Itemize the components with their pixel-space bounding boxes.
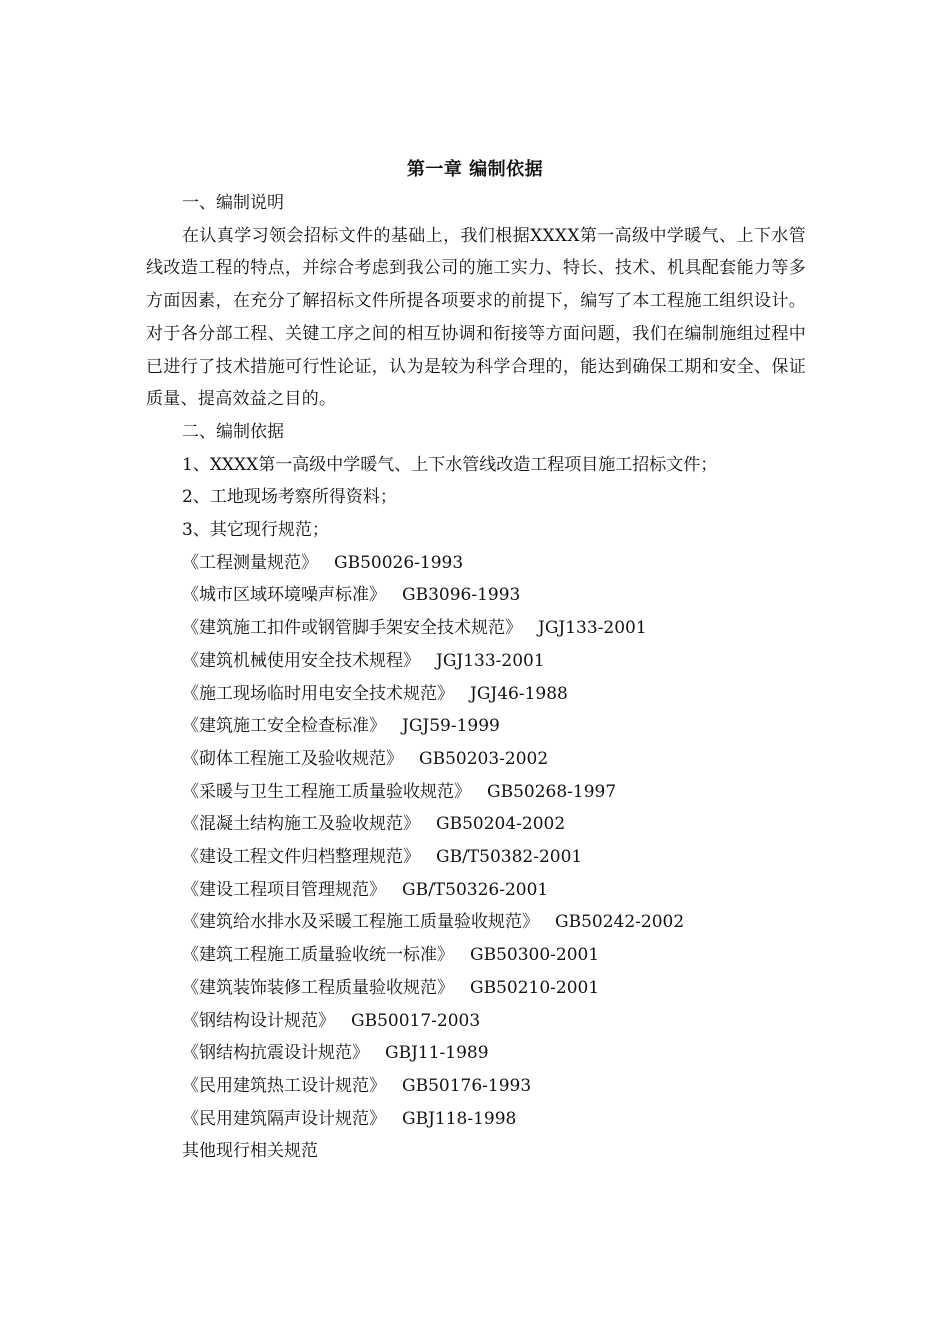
standard-item (146, 743, 806, 776)
standard-code: GB50203-2002 (419, 748, 549, 769)
standard-item (146, 710, 806, 743)
standard-name: 《建筑给水排水及采暖工程施工质量验收规范》 (182, 912, 539, 933)
standard-name: 《混凝土结构施工及验收规范》 (182, 814, 420, 835)
standard-code: GB50026-1993 (334, 552, 464, 573)
explanation-paragraph: 在认真学习领会招标文件的基础上，我们根据XXXX第一高级中学暖气、上下水管线改造工程的特点，并综合考虑到我公司的施工实力、特长、技术、机具配套能力等多方面因素，在充分了解招标文件所提各项要求的前提下，编写了本工程施工组织设计。对于各分部工程、关键工序之间的相互协调和衔接等方面问题，我们在编制施组过程中已进行了技术措施可行性论证，认为是较为科学合理的，能达到确保工期和安全、保证质量、提高效益之目的。 (146, 225, 806, 410)
standard-name: 《钢结构抗震设计规范》 (182, 1043, 369, 1064)
standard-name: 《建筑机械使用安全技术规程》 (182, 650, 420, 671)
standard-code: GB/T50326-2001 (402, 879, 549, 900)
standard-code: GB50210-2001 (470, 977, 600, 998)
standard-code: GBJ118-1998 (402, 1108, 517, 1129)
standard-name: 《砌体工程施工及验收规范》 (182, 748, 403, 769)
standard-item (146, 776, 806, 809)
basis-item: 3、其它现行规范； (182, 520, 329, 541)
standard-code: GB50268-1997 (487, 781, 617, 802)
standard-name: 《建筑施工扣件或钢管脚手架安全技术规范》 (182, 618, 522, 639)
standard-name: 《民用建筑热工设计规范》 (182, 1075, 386, 1096)
standard-item (146, 547, 806, 580)
standard-code: JGJ59-1999 (402, 716, 500, 737)
section-heading-explanation: 一、编制说明 (182, 193, 284, 213)
standards-list (146, 547, 806, 1136)
standard-code: GB/T50382-2001 (436, 847, 583, 868)
standard-item (146, 1103, 806, 1136)
section-heading-basis: 二、编制依据 (182, 421, 284, 442)
standard-code: GB50204-2002 (436, 814, 566, 835)
standard-name: 《建设工程文件归档整理规范》 (182, 847, 420, 868)
basis-item: 1、XXXX第一高级中学暖气、上下水管线改造工程项目施工招标文件； (182, 454, 718, 475)
standard-code: GB50176-1993 (402, 1075, 532, 1096)
standard-name: 《建筑施工安全检查标准》 (182, 716, 386, 737)
standard-name: 《钢结构设计规范》 (182, 1010, 335, 1031)
document-body (146, 187, 806, 1168)
standard-name: 《施工现场临时用电安全技术规范》 (182, 683, 454, 704)
standard-item (146, 939, 806, 972)
standard-code: JGJ133-2001 (436, 650, 545, 671)
standard-item (146, 1070, 806, 1103)
standard-code: GB50017-2003 (351, 1010, 481, 1031)
standard-item (146, 612, 806, 645)
standard-item (146, 678, 806, 711)
standard-item (146, 874, 806, 907)
standard-item (146, 1005, 806, 1038)
standard-code: GB50242-2002 (555, 912, 685, 933)
standard-item (146, 841, 806, 874)
standard-item (146, 906, 806, 939)
standard-name: 《民用建筑隔声设计规范》 (182, 1108, 386, 1129)
standard-name: 《建设工程项目管理规范》 (182, 879, 386, 900)
standard-code: GBJ11-1989 (385, 1043, 489, 1064)
standard-name: 《建筑工程施工质量验收统一标准》 (182, 945, 454, 966)
chapter-title: 第一章 编制依据 (406, 159, 544, 180)
standard-code: GB3096-1993 (402, 585, 521, 606)
standard-name: 《城市区域环境噪声标准》 (182, 585, 386, 606)
standard-item (146, 808, 806, 841)
standard-item (146, 579, 806, 612)
standard-name: 《采暖与卫生工程施工质量验收规范》 (182, 781, 471, 802)
standard-code: GB50300-2001 (470, 945, 600, 966)
standard-code: JGJ133-2001 (538, 618, 647, 639)
standard-item (146, 645, 806, 678)
standard-item (146, 972, 806, 1005)
standard-code: JGJ46-1988 (470, 683, 568, 704)
basis-item: 2、工地现场考察所得资料； (182, 487, 397, 508)
standard-name: 《建筑装饰装修工程质量验收规范》 (182, 977, 454, 998)
closing-line: 其他现行相关规范 (182, 1141, 318, 1162)
standard-item (146, 1037, 806, 1070)
standard-name: 《工程测量规范》 (182, 552, 318, 573)
